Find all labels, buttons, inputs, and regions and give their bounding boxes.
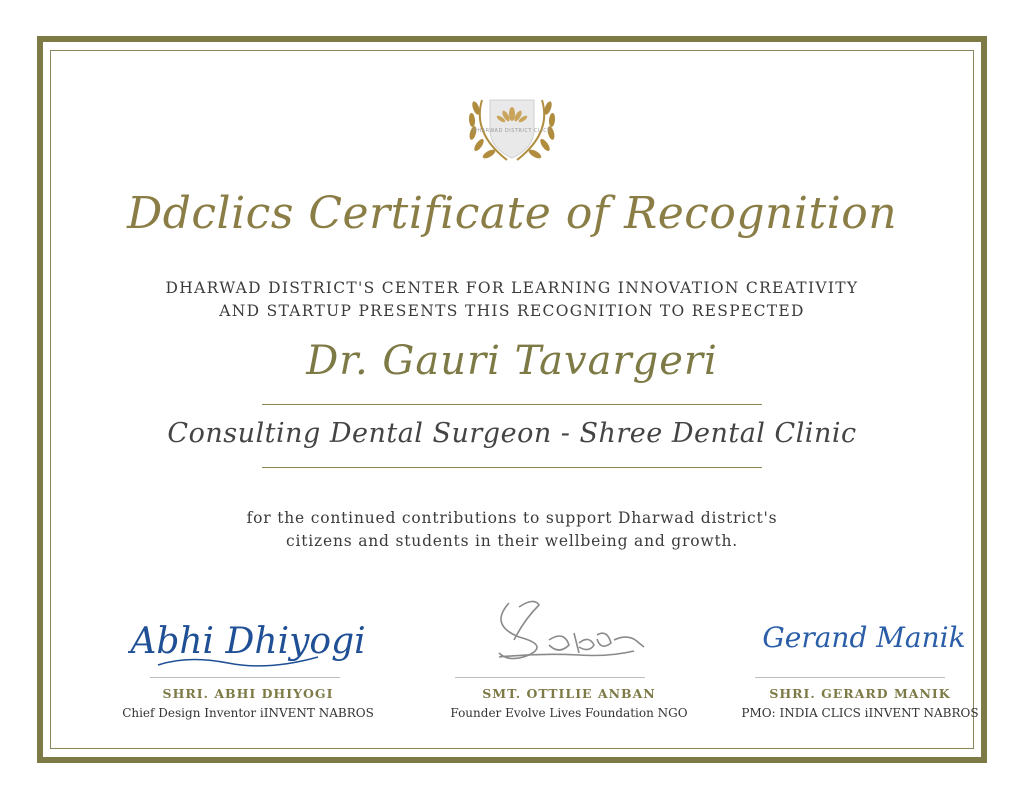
divider-rule xyxy=(262,404,762,405)
signatory-name: SHRI. GERARD MANIK xyxy=(769,686,951,701)
signature-text: Abhi Dhiyogi xyxy=(130,621,366,662)
divider-rule xyxy=(262,467,762,468)
certificate-subtitle-line2: AND STARTUP PRESENTS THIS RECOGNITION TO RESPECTED xyxy=(219,302,805,320)
signatory-role: Chief Design Inventor iINVENT NABROS xyxy=(122,706,374,720)
certificate-title: Ddclics Certificate of Recognition xyxy=(126,188,898,239)
handwritten-signature-image xyxy=(734,595,994,675)
signatory-name: SHRI. ABHI DHIYOGI xyxy=(162,686,334,701)
certificate-subtitle-line1: DHARWAD DISTRICT'S CENTER FOR LEARNING INNOVATION CREATIVITY xyxy=(165,279,859,297)
signature-line xyxy=(755,677,945,678)
handwritten-signature-image xyxy=(128,595,368,675)
description-line1: for the continued contributions to support Dharwad district's xyxy=(246,509,778,527)
signature-text: Gerand Manik xyxy=(762,621,966,654)
recipient-name: Dr. Gauri Tavargeri xyxy=(306,338,718,384)
recipient-role: Consulting Dental Surgeon - Shree Dental Clinic xyxy=(167,418,857,449)
signatory-name: SMT. OTTILIE ANBAN xyxy=(482,686,656,701)
handwritten-signature-image xyxy=(479,595,659,675)
signatory-role: PMO: INDIA CLICS iINVENT NABROS xyxy=(741,706,979,720)
description-line2: citizens and students in their wellbeing and growth. xyxy=(286,532,738,550)
signatory-role: Founder Evolve Lives Foundation NGO xyxy=(450,706,688,720)
signature-line xyxy=(455,677,645,678)
signature-line xyxy=(150,677,340,678)
signature-gerard-manik xyxy=(714,595,1014,675)
signature-ottilie-anban xyxy=(419,595,719,675)
logo-text: DHARWAD DISTRICT CLICS xyxy=(473,128,551,134)
signature-abhi-dhiyogi xyxy=(98,595,398,675)
